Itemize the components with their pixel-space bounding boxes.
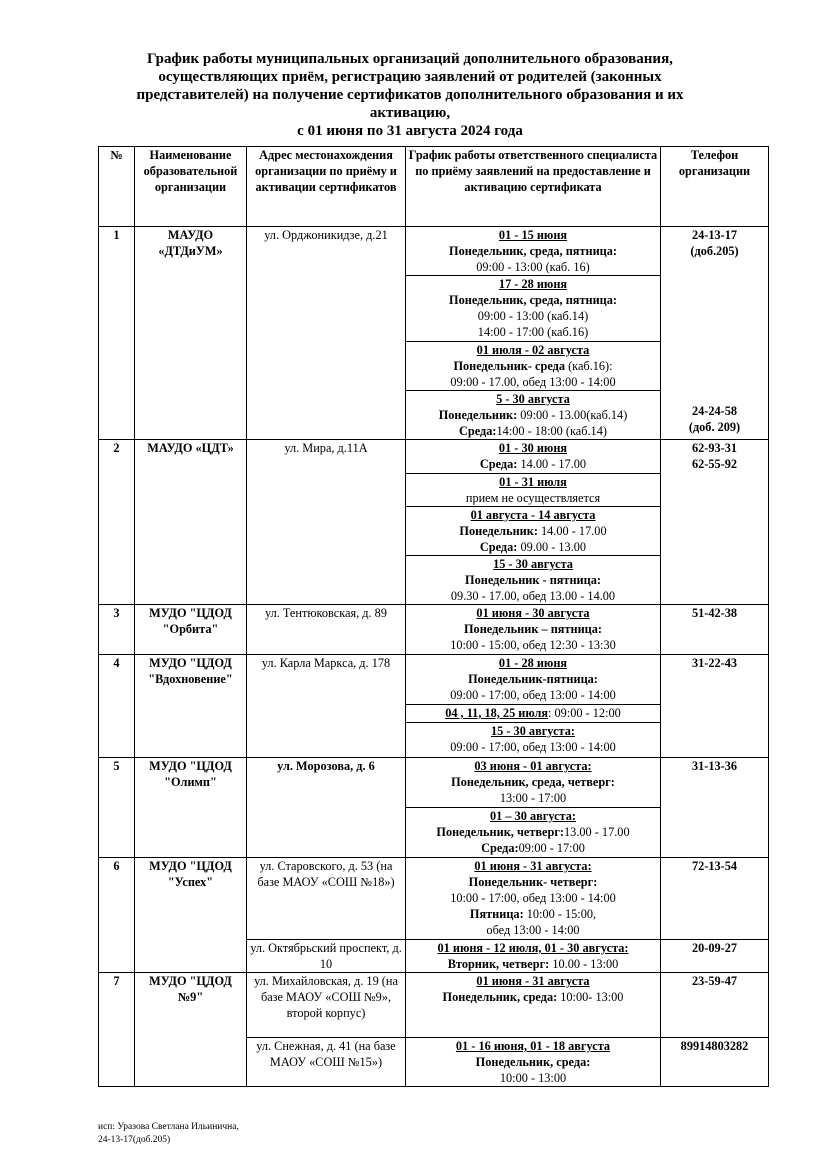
schedule-line — [408, 906, 658, 922]
schedule-text: 01 - 30 июня — [498, 441, 568, 455]
header-phone: Телефон организации — [661, 147, 769, 227]
organization-name: МУДО "ЦДОД "Олимп" — [135, 758, 247, 858]
schedule-text: 09.30 - 17.00, обед 13.00 - 14.00 — [450, 589, 616, 603]
phone-line — [663, 339, 766, 355]
schedule-text-rest: 14.00 - 17.00 — [537, 524, 607, 538]
schedule-text: 04 , 11, 18, 25 июля — [445, 706, 549, 720]
organization-name: МУДО "ЦДОД №9" — [135, 973, 247, 1087]
schedule-line — [408, 1054, 658, 1070]
schedule-text: 01 - 31 июля — [499, 475, 567, 489]
schedule-text: Понедельник, среда, четверг: — [451, 775, 615, 789]
schedule-line — [408, 790, 658, 806]
schedule-line — [408, 523, 658, 539]
schedule-text: Вторник, четверг: — [447, 957, 550, 971]
schedule-text: Пятница: — [469, 907, 524, 921]
row-number: 2 — [99, 440, 135, 605]
schedule-line — [408, 423, 658, 439]
phone-line: 51-42-38 — [691, 606, 738, 620]
phone-line — [663, 275, 766, 291]
phone-line — [663, 259, 766, 275]
schedule-text-rest: 10:00 - 15:00, — [523, 907, 597, 921]
title-line: представителей) на получение сертификатов дополнительного образования и их — [136, 87, 684, 103]
organization-name: МУДО "ЦДОД "Орбита" — [135, 605, 247, 655]
schedule-line — [408, 456, 658, 472]
schedule-text: обед 13:00 - 14:00 — [486, 923, 580, 937]
schedule-line — [408, 243, 658, 259]
schedule-text-rest: 10:00- 13:00 — [557, 990, 624, 1004]
schedule-line — [408, 276, 658, 292]
schedule-line — [408, 324, 658, 340]
schedule-line — [408, 655, 658, 671]
schedule-line — [408, 671, 658, 687]
footer-line: исп: Уразова Светлана Ильинична, — [98, 1122, 239, 1132]
schedule-line — [408, 556, 658, 572]
schedule-text: Понедельник, среда, пятница: — [449, 293, 617, 307]
schedule-line — [408, 840, 658, 856]
schedule-line — [408, 621, 658, 637]
schedule-line — [408, 758, 658, 774]
schedule-text-rest: 09.00 - 13.00 — [517, 540, 587, 554]
schedule-text: 14:00 - 17:00 (каб.16) — [477, 325, 589, 339]
schedule-text: 01 – 30 августа: — [489, 809, 576, 823]
row-number: 3 — [99, 605, 135, 655]
schedule-cell — [406, 391, 661, 440]
schedule-text: 10:00 - 15:00, обед 12:30 - 13:30 — [450, 638, 616, 652]
phone-line — [663, 371, 766, 387]
schedule-cell — [406, 227, 661, 276]
table-row — [99, 655, 769, 705]
schedule-text: 01 июня - 30 августа — [476, 606, 590, 620]
schedule-cell — [406, 940, 661, 973]
organization-phone — [661, 858, 769, 940]
schedule-text: 09:00 - 17:00, обед 13:00 - 14:00 — [450, 688, 616, 702]
schedule-text: 09:00 - 17:00, обед 13:00 - 14:00 — [450, 740, 616, 754]
phone-line: 31-22-43 — [691, 656, 738, 670]
phone-line: 31-13-36 — [691, 759, 738, 773]
phone-line: 89914803282 — [680, 1039, 749, 1053]
organization-name: МАУДО «ЦДТ» — [135, 440, 247, 605]
schedule-line — [408, 391, 658, 407]
organization-name: МУДО "ЦДОД "Вдохновение" — [135, 655, 247, 758]
schedule-line — [408, 342, 658, 358]
footer-executor — [98, 1121, 239, 1147]
schedule-line — [408, 858, 658, 874]
schedule-text: 01 - 15 июня — [498, 228, 568, 242]
schedule-line — [408, 956, 658, 972]
schedule-text: Понедельник-пятница: — [468, 672, 598, 686]
table-row — [99, 227, 769, 276]
row-number: 1 — [99, 227, 135, 440]
schedule-text: 01 июня - 31 августа — [476, 974, 590, 988]
schedule-line — [408, 1038, 658, 1054]
schedule-line — [408, 774, 658, 790]
title-line: с 01 июня по 31 августа 2024 года — [297, 123, 523, 139]
organization-phone — [661, 1038, 769, 1087]
schedule-text-rest: 09:00 - 17:00 — [518, 841, 585, 855]
schedule-text: Понедельник, среда: — [475, 1055, 591, 1069]
schedule-text: Понедельник: — [438, 408, 518, 422]
table-row — [99, 858, 769, 940]
organization-phone — [661, 227, 769, 440]
row-number: 4 — [99, 655, 135, 758]
schedule-line — [408, 308, 658, 324]
schedule-text: 01 июня - 31 августа: — [474, 859, 592, 873]
schedule-text: Понедельник, среда: — [442, 990, 558, 1004]
schedule-cell — [406, 342, 661, 391]
organization-address: ул. Михайловская, д. 19 (на базе МАОУ «СОШ №9», второй корпус) — [247, 973, 406, 1038]
schedule-line — [408, 358, 658, 374]
phone-line: (доб. 209) — [688, 420, 741, 434]
schedule-cell — [406, 655, 661, 705]
schedule-text-rest: 14:00 - 18:00 (каб.14) — [496, 424, 607, 438]
organization-address: ул. Карла Маркса, д. 178 — [247, 655, 406, 758]
schedule-cell — [406, 723, 661, 758]
table-row — [99, 758, 769, 808]
table-row — [99, 973, 769, 1038]
schedule-line — [408, 973, 658, 989]
row-number: 7 — [99, 973, 135, 1087]
schedule-text-rest: 14.00 - 17.00 — [517, 457, 587, 471]
phone-line — [663, 323, 766, 339]
schedule-text: 09:00 - 17.00, обед 13:00 - 14:00 — [450, 375, 616, 389]
phone-line: 72-13-54 — [691, 859, 738, 873]
organization-address: ул. Мира, д.11А — [247, 440, 406, 605]
schedule-text: 10:00 - 13:00 — [499, 1071, 567, 1085]
header-organization: Наименование образовательной организации — [135, 147, 247, 227]
organization-name: МАУДО «ДТДиУМ» — [135, 227, 247, 440]
schedule-cell — [406, 556, 661, 605]
schedule-text: Понедельник – пятница: — [463, 622, 602, 636]
schedule-line — [408, 922, 658, 938]
table-row — [99, 605, 769, 655]
phone-line — [663, 291, 766, 307]
schedule-text: 5 - 30 августа — [496, 392, 570, 406]
phone-line — [663, 355, 766, 371]
organization-address: ул. Морозова, д. 6 — [247, 758, 406, 858]
organization-name: МУДО "ЦДОД "Успех" — [135, 858, 247, 973]
schedule-line — [408, 539, 658, 555]
schedule-text-rest: 13.00 - 17.00 — [564, 825, 630, 839]
schedule-line — [408, 292, 658, 308]
schedule-text: 17 - 28 июня — [498, 277, 568, 291]
schedule-line — [408, 407, 658, 423]
schedule-text: 13:00 - 17:00 — [499, 791, 567, 805]
schedule-cell — [406, 705, 661, 723]
phone-line: (доб.205) — [690, 244, 739, 258]
schedule-cell — [406, 1038, 661, 1087]
schedule-line — [408, 739, 658, 755]
header-number: № — [99, 147, 135, 227]
schedule-line — [408, 259, 658, 275]
schedule-text: Среда: — [481, 841, 519, 855]
phone-line — [663, 307, 766, 323]
schedule-line — [408, 1070, 658, 1086]
schedule-text: 01 июля - 02 августа — [476, 343, 590, 357]
title-line: осуществляющих приём, регистрацию заявлений от родителей (законных — [158, 69, 662, 85]
schedule-line — [408, 989, 658, 1005]
title-line: График работы муниципальных организаций дополнительного образования, — [147, 51, 673, 67]
schedule-line — [408, 440, 658, 456]
schedule-text: 09:00 - 13:00 (каб.14) — [477, 309, 589, 323]
organization-phone — [661, 758, 769, 858]
phone-line: 24-13-17 — [691, 228, 738, 242]
schedule-text: 01 июня - 12 июля, 01 - 30 августа: — [437, 941, 629, 955]
document-title — [110, 50, 710, 140]
phone-line: 24-24-58 — [691, 404, 738, 418]
schedule-line — [408, 227, 658, 243]
organization-phone — [661, 940, 769, 973]
schedule-table — [98, 146, 769, 1087]
schedule-line — [408, 474, 658, 490]
organization-address: ул. Тентюковская, д. 89 — [247, 605, 406, 655]
schedule-line — [408, 824, 658, 840]
schedule-text: 09:00 - 13:00 (каб. 16) — [476, 260, 590, 274]
row-number: 6 — [99, 858, 135, 973]
schedule-table-body — [99, 227, 769, 1087]
schedule-text: Среда: — [479, 457, 518, 471]
organization-address: ул. Снежная, д. 41 (на базе МАОУ «СОШ №15») — [247, 1038, 406, 1087]
schedule-line — [408, 374, 658, 390]
phone-line: 62-93-31 — [691, 441, 738, 455]
organization-address: ул. Орджоникидзе, д.21 — [247, 227, 406, 440]
schedule-text: 01 - 16 июня, 01 - 18 августа — [455, 1039, 611, 1053]
schedule-line — [408, 490, 658, 506]
schedule-text: Понедельник, среда, пятница: — [449, 244, 617, 258]
header-schedule: График работы ответственного специалиста по приёму заявлений на предоставление и активацию сертификата — [406, 147, 661, 227]
organization-address: ул. Октябрьский проспект, д. 10 — [247, 940, 406, 973]
schedule-cell — [406, 276, 661, 342]
footer-line: 24-13-17(доб.205) — [98, 1135, 171, 1145]
schedule-line — [408, 890, 658, 906]
phone-line: 62-55-92 — [691, 457, 738, 471]
schedule-text: Понедельник: — [459, 524, 538, 538]
schedule-line — [408, 940, 658, 956]
schedule-text: Понедельник- четверг: — [468, 875, 598, 889]
schedule-line — [408, 507, 658, 523]
schedule-cell — [406, 758, 661, 808]
schedule-text: Понедельник - пятница: — [465, 573, 601, 587]
schedule-text: 03 июня - 01 августа: — [474, 759, 592, 773]
schedule-text: прием не осуществляется — [465, 491, 601, 505]
header-address: Адрес местонахождения организации по приёму и активации сертификатов — [247, 147, 406, 227]
schedule-cell — [406, 440, 661, 474]
schedule-line — [408, 874, 658, 890]
schedule-line — [408, 588, 658, 604]
schedule-text: Среда: — [459, 424, 497, 438]
schedule-text: 15 - 30 августа: — [491, 724, 575, 738]
schedule-text: 01 августа - 14 августа — [470, 508, 596, 522]
schedule-cell — [406, 507, 661, 556]
schedule-line — [408, 705, 658, 721]
organization-phone — [661, 973, 769, 1038]
row-number: 5 — [99, 758, 135, 858]
schedule-cell — [406, 858, 661, 940]
schedule-line — [408, 687, 658, 703]
schedule-text-rest: (каб.16): — [565, 359, 613, 373]
schedule-line — [408, 572, 658, 588]
schedule-line — [408, 808, 658, 824]
organization-phone — [661, 605, 769, 655]
schedule-text: Среда: — [479, 540, 518, 554]
schedule-text: Понедельник- среда — [453, 359, 565, 373]
organization-address: ул. Старовского, д. 53 (на базе МАОУ «СОШ №18») — [247, 858, 406, 940]
schedule-cell — [406, 973, 661, 1038]
schedule-text-rest: : 09:00 - 12:00 — [548, 706, 621, 720]
header-row — [99, 147, 769, 227]
title-line: активацию, — [369, 105, 451, 121]
schedule-text: 10:00 - 17:00, обед 13:00 - 14:00 — [450, 891, 616, 905]
schedule-line — [408, 637, 658, 653]
schedule-line — [408, 605, 658, 621]
schedule-text: 15 - 30 августа — [493, 557, 573, 571]
schedule-text-rest: 10.00 - 13:00 — [549, 957, 619, 971]
phone-line: 23-59-47 — [691, 974, 738, 988]
schedule-text: 01 - 28 июня — [498, 656, 568, 670]
schedule-text: Понедельник, четверг: — [436, 825, 565, 839]
table-row — [99, 440, 769, 474]
organization-phone — [661, 440, 769, 605]
schedule-cell — [406, 808, 661, 858]
schedule-cell — [406, 474, 661, 507]
schedule-cell — [406, 605, 661, 655]
schedule-line — [408, 723, 658, 739]
schedule-text-rest: 09:00 - 13.00(каб.14) — [517, 408, 628, 422]
phone-line — [663, 387, 766, 403]
phone-line: 20-09-27 — [691, 941, 738, 955]
organization-phone — [661, 655, 769, 758]
